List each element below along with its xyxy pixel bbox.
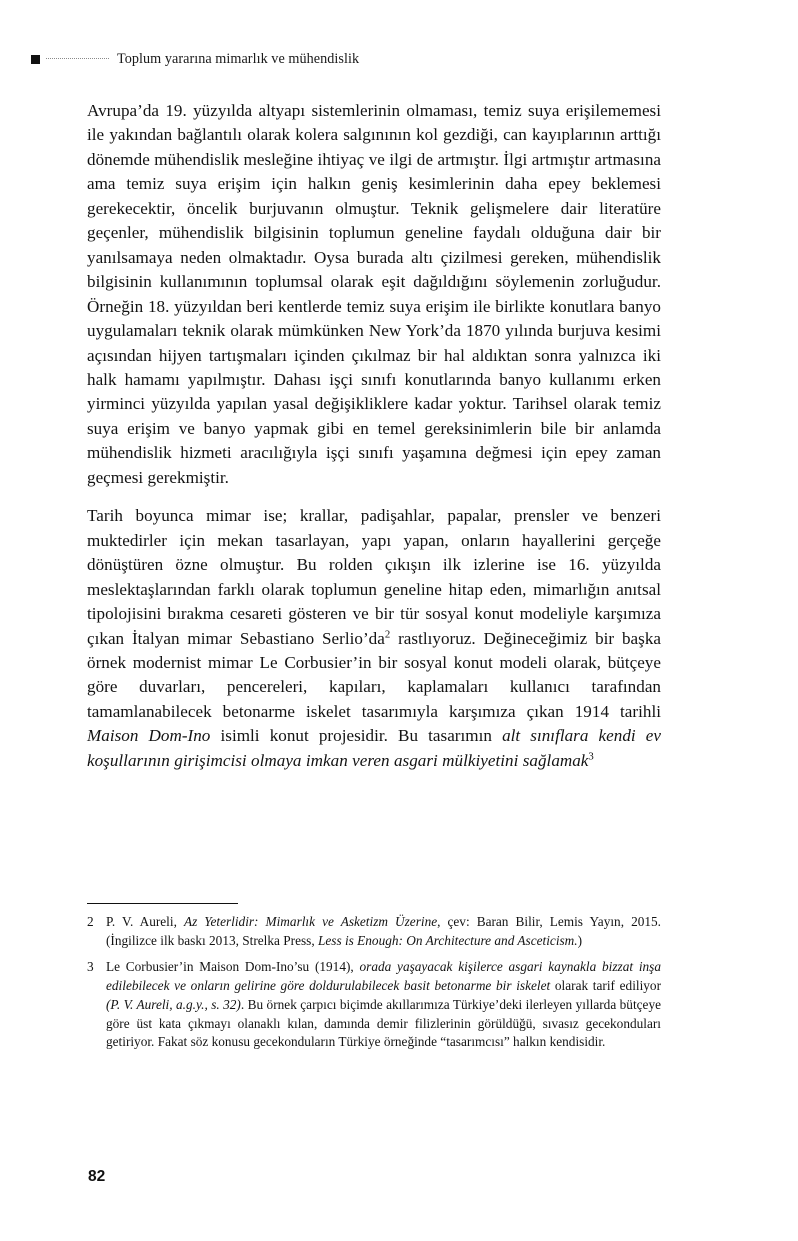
dotted-leader-icon [46, 58, 109, 60]
footnote-text: P. V. Aureli, Az Yeterlidir: Mimarlık ve Asketizm Üzerine, çev: Baran Bilir, Lemis Yayın, 2015. (İngilizce ilk baskı 2013, Strelka Press, Less is Enough: On Architecture and Asceticism.) [106, 914, 661, 948]
italic-run: Less is Enough: On Architecture and Asceticism. [317, 932, 578, 948]
footnote-item [87, 913, 661, 950]
footnote-item [87, 958, 661, 1052]
page-number: 82 [88, 1168, 106, 1185]
body-paragraph-1: Avrupa’da 19. yüzyılda altyapı sistemlerinin olmaması, temiz suya erişilememesi ile yakından bağlantılı olarak kolera salgınının kol gezdiği, can kayıplarının arttığı dönemde mühendislik mesleğine ihtiyaç ve ilgi de artmıştır. İlgi artmıştır artmasına ama temiz suya erişim için halkın geniş kesimlerinin daha epey beklemesi gerekecektir, öncelik burjuvanın olmuştur. Teknik gelişmelere dair literatüre geçenler, mühendislik bilgisinin toplumun geneline faydalı olduğuna dair bir yanılsamaya neden olmaktadır. Oysa burada altı çizilmesi gereken, mühendislik bilgisinin kullanımının toplumsal olarak eşit dağıldığını söylemenin zorluğudur. Örneğin 18. yüzyıldan beri kentlerde temiz suya erişim ile birlikte konutlara banyo uygulamaları teknik olarak mümkünken New York’da 1870 yılında burjuva kesimi açısından hijyen tartışmaları içinden çıkılmaz bir hal aldıktan sonra yalnızca iki halk hamamı yapılmıştır. Dahası işçi sınıfı konutlarında banyo kullanımı erken yirminci yüzyılda yapılan yasal değişikliklere kadar yoktur. Tarihsel olarak temiz suya erişim ve banyo yapmak gibi en temel gereksinimlerin bile bir anlamda mühendislik hizmeti aracılığıyla işçi sınıfı yaşamına değmesi için epey zaman geçmesi gerekmiştir. [87, 101, 661, 487]
footnote-reference[interactable]: 3 [588, 750, 594, 763]
footnote-separator-rule [87, 903, 238, 904]
italic-run: Maison Dom-Ino [87, 726, 211, 746]
footnote-reference[interactable]: 2 [384, 627, 391, 640]
running-header [31, 50, 671, 68]
italic-run: Az Yeterlidir: Mimarlık ve Asketizm Üzerine [183, 914, 438, 929]
italic-run: alt sınıflara kendi ev koşullarının girişimcisi olmaya imkan veren asgari mülkiyetini sağlamak [87, 726, 661, 770]
italic-run: (P. V. Aureli, a.g.y., s. 32) [106, 996, 241, 1012]
italic-run: orada yaşayacak kişilerce asgari kaynakla bizzat inşa edilebilecek ve onların gelirine göre doldurulabilecek basit betonarme bir iskelet [106, 959, 662, 994]
footnote-number: 3 [87, 959, 94, 975]
body-text-column [87, 99, 661, 773]
footnote-number: 2 [87, 914, 94, 929]
footnote-text: Le Corbusier’in Maison Dom-Ino’su (1914), orada yaşayacak kişilerce asgari kaynakla bizzat inşa edilebilecek ve onların gelirine göre doldurulabilecek basit betonarme bir iskelet olarak tarif ediliyor (P. V. Aureli, a.g.y., s. 32). Bu örnek çarpıcı biçimde akıllarımıza Türkiye’deki ilerleyen yıllarda bütçeye göre üst kata çıkmayı olanaklı kılan, damında demir filizlerinin görüldüğü, sıvasız gecekonduları getiriyor. Fakat söz konusu gecekonduların Türkiye örneğinde “tasarımcısı” halkın kendisidir. [106, 959, 662, 1050]
header-title: Toplum yararına mimarlık ve mühendislik [117, 50, 360, 67]
body-paragraph-2: Tarih boyunca mimar ise; krallar, padişahlar, papalar, prensler ve benzeri muktedirler için mekan tasarlayan, yapı yapan, onların hayallerini gerçeğe dönüştüren özne olmuştur. Bu rolden çıkışın ilk izlerine ise 16. yüzyılda meslektaşlarından farklı olarak toplumun geneline hitap eden, mimarlığın anıtsal tipolojisini bırakma cesareti gösteren ve bir tür sosyal konut modeliyle karşımıza çıkan İtalyan mimar Sebastiano Serlio’da$^2$ rastlıyoruz. Değineceğimiz bir başka örnek modernist mimar Le Corbusier’in bir sosyal konut modeli olarak, bütçeye göre duvarları, pencereleri, kapıları, kaplamaları kullanıcı tarafından tamamlanabilecek betonarme iskelet tasarımıyla karşımıza çıkan 1914 tarihli Maison Dom-Ino isimli konut projesidir. Bu tasarımın alt sınıflara kendi ev koşullarının girişimcisi olmaya imkan veren asgari mülkiyetini sağlamak$^3$ [87, 506, 661, 770]
filled-square-icon [31, 55, 40, 64]
footnote-block [87, 903, 661, 1052]
